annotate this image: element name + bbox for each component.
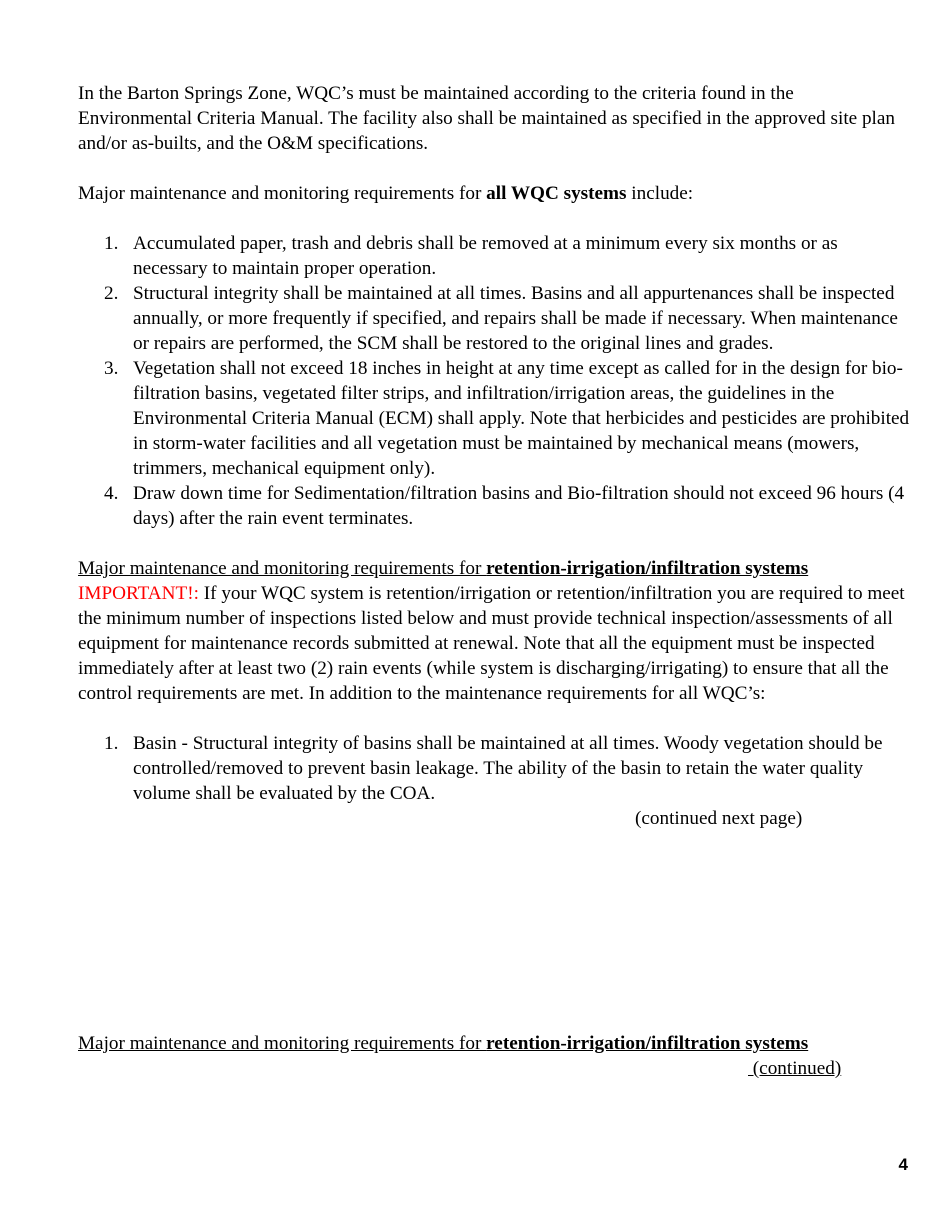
- all-wqc-systems-bold: all WQC systems: [486, 183, 627, 204]
- continued-next-page-note: (continued next page): [635, 808, 803, 829]
- list-item: [78, 356, 910, 481]
- list-item: [78, 731, 910, 806]
- list-item-number: 1.: [104, 233, 119, 254]
- all-wqc-requirements-list: [78, 231, 910, 531]
- list-item: [78, 231, 910, 281]
- document-page: [78, 81, 910, 831]
- list-item: [78, 281, 910, 356]
- retention-continued-heading: Major maintenance and monitoring requirements for retention-irrigation/infiltration systems: [78, 1033, 809, 1054]
- list-item-text: Structural integrity shall be maintained at all times. Basins and all appurtenances shall be inspected annually, or more frequently if specified, and repairs shall be made if necessary. When maintenance or repairs are performed, the SCM shall be restored to the original lines and grades.: [133, 283, 898, 354]
- list-item-text: Basin - Structural integrity of basins shall be maintained at all times. Woody vegetation should be controlled/removed to prevent basin leakage. The ability of the basin to retain the water quality volume shall be evaluated by the COA.: [133, 733, 883, 804]
- retention-requirements-list: [78, 731, 910, 806]
- page-number: 4: [898, 1155, 908, 1174]
- list-item-text: Accumulated paper, trash and debris shall be removed at a minimum every six months or as necessary to maintain proper operation.: [133, 233, 838, 279]
- list-item-text: Draw down time for Sedimentation/filtration basins and Bio-filtration should not exceed 96 hours (4 days) after the rain event terminates.: [133, 483, 905, 529]
- list-item-text: Vegetation shall not exceed 18 inches in height at any time except as called for in the design for bio-filtration basins, vegetated filter strips, and infiltration/irrigation areas, the guidelines in the Environmental Criteria Manual (ECM) shall apply. Note that herbicides and pesticides are prohibited in storm-water facilities and all vegetation must be maintained by mechanical means (mowers, trimmers, mechanical equipment only).: [133, 358, 910, 479]
- list-item-number: 2.: [104, 283, 119, 304]
- important-notice: IMPORTANT!: If your WQC system is retention/irrigation or retention/infiltration you are required to meet the minimum number of inspections listed below and must provide technical inspection/assessments of all equipment for maintenance records submitted at renewal. Note that all the equipment must be inspected immediately after at least two (2) rain events (while system is discharging/irrigating) to ensure that all the control requirements are met. In addition to the maintenance requirements for all WQC’s:: [78, 583, 905, 704]
- list-item-number: 1.: [104, 733, 119, 754]
- continued-label: (continued): [748, 1058, 842, 1079]
- retention-heading: Major maintenance and monitoring requirements for retention-irrigation/infiltration systems: [78, 558, 809, 579]
- intro-paragraph: In the Barton Springs Zone, WQC’s must be maintained according to the criteria found in the Environmental Criteria Manual. The facility also shall be maintained as specified in the approved site plan and/or as-builts, and the O&M specifications.: [78, 83, 895, 154]
- list-item-number: 4.: [104, 483, 119, 504]
- list-item: [78, 481, 910, 531]
- important-label: IMPORTANT!:: [78, 583, 199, 604]
- all-wqc-lead: Major maintenance and monitoring requirements for all WQC systems include:: [78, 183, 694, 204]
- retention-continued-section: [78, 1031, 910, 1081]
- list-item-number: 3.: [104, 358, 119, 379]
